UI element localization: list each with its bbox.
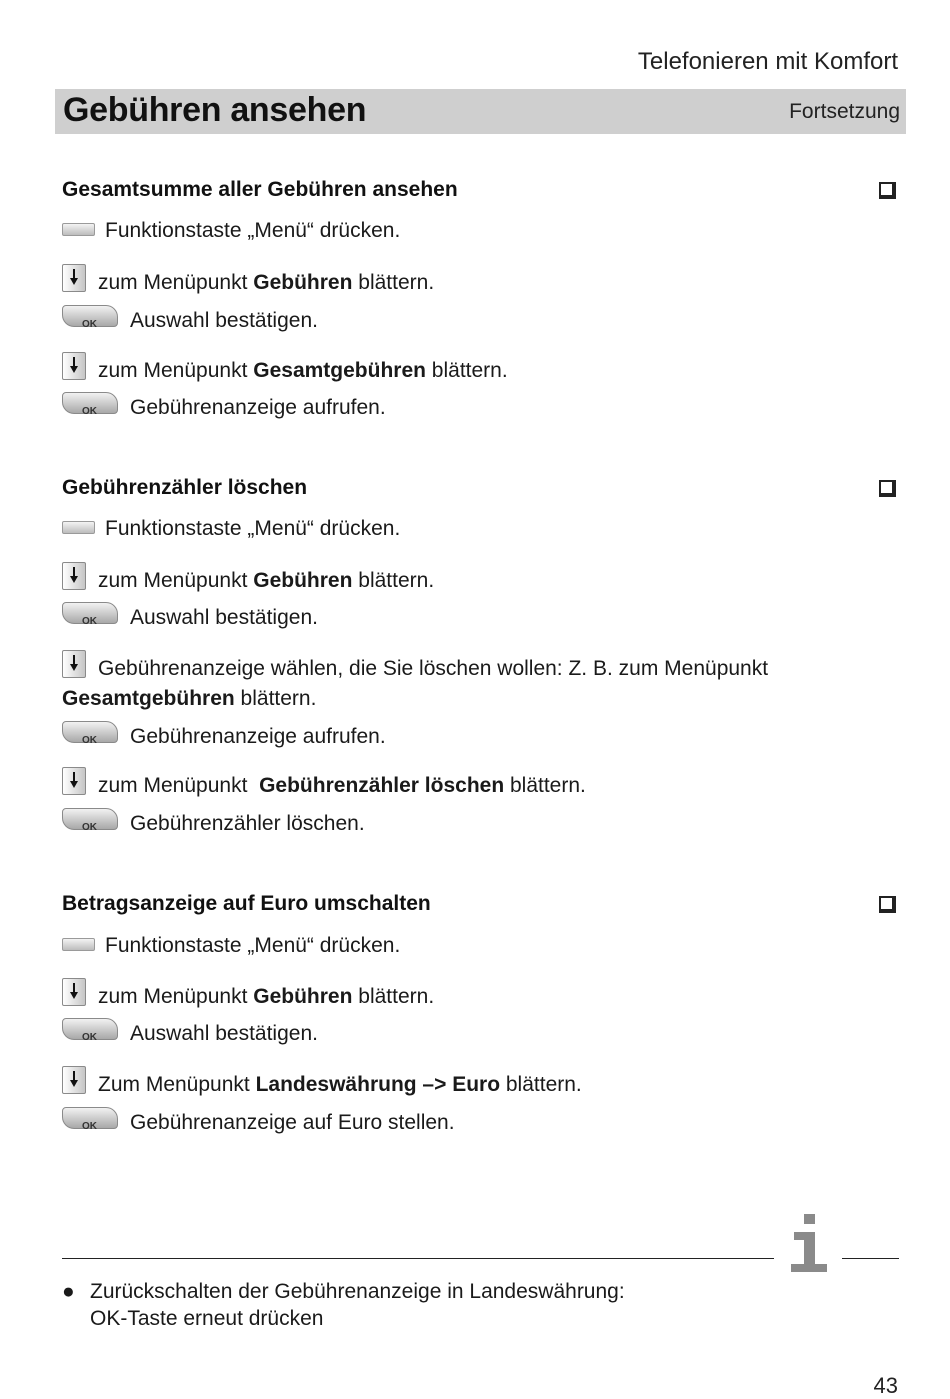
step-ok <box>62 392 386 423</box>
step-text: zum Menüpunkt <box>98 359 254 382</box>
step-menu <box>62 514 400 544</box>
menu-key-icon <box>62 938 95 951</box>
info-note-line: OK-Taste erneut drücken <box>90 1307 324 1330</box>
step-text: zum Menüpunkt <box>98 271 254 294</box>
arrow-down-key-icon <box>62 978 86 1006</box>
page-number: 43 <box>873 1373 898 1398</box>
step-text: Gebührenanzeige aufrufen. <box>130 725 386 748</box>
step-scroll <box>62 1066 582 1100</box>
step-text: Gebührenzähler löschen. <box>130 812 365 835</box>
step-text: zum Menüpunkt <box>98 774 260 797</box>
info-divider-right <box>842 1258 899 1259</box>
section-euro-display <box>62 892 902 1134</box>
menu-item-name: Gebühren <box>253 271 353 294</box>
step-scroll <box>62 978 434 1012</box>
ok-key-icon: OK <box>62 392 118 414</box>
checkbox-icon <box>879 480 896 497</box>
checkbox-icon <box>879 896 896 913</box>
step-scroll <box>62 767 586 801</box>
step-text: Zum Menüpunkt <box>98 1073 256 1096</box>
step-text: Auswahl bestätigen. <box>130 1022 318 1045</box>
page-title: Gebühren ansehen <box>63 91 367 129</box>
step-text: zum Menüpunkt <box>98 985 254 1008</box>
arrow-down-key-icon <box>62 650 86 678</box>
step-ok <box>62 721 386 752</box>
section-total-charges <box>62 178 902 419</box>
checkbox-icon <box>879 182 896 199</box>
section-reset-counter <box>62 476 902 835</box>
step-text: blättern. <box>425 359 508 382</box>
menu-key-icon <box>62 223 95 236</box>
ok-key-icon: OK <box>62 721 118 743</box>
step-text: zum Menüpunkt <box>98 569 254 592</box>
arrow-down-key-icon <box>62 767 86 795</box>
menu-item-name: Gebühren <box>253 569 353 592</box>
step-menu <box>62 216 400 246</box>
chapter-title: Telefonieren mit Komfort <box>637 48 898 75</box>
step-menu <box>62 931 400 961</box>
arrow-down-key-icon <box>62 352 86 380</box>
ok-key-icon: OK <box>62 1018 118 1040</box>
menu-item-name: Landeswährung –> Euro <box>255 1073 501 1096</box>
bullet-icon: ● <box>62 1280 75 1303</box>
menu-item-name: Gebühren <box>253 985 353 1008</box>
step-ok <box>62 1018 318 1049</box>
step-text: Auswahl bestätigen. <box>130 309 318 332</box>
arrow-down-key-icon <box>62 264 86 292</box>
step-text: Gebührenanzeige aufrufen. <box>130 396 386 419</box>
menu-item-name: Gesamtgebühren <box>253 359 426 382</box>
step-text: blättern. <box>234 687 317 710</box>
step-scroll <box>62 352 508 386</box>
step-text: Funktionstaste „Menü“ drücken. <box>105 934 401 957</box>
step-text: Funktionstaste „Menü“ drücken. <box>105 219 401 242</box>
step-scroll <box>62 650 842 714</box>
step-ok <box>62 602 318 633</box>
step-text: blättern. <box>352 569 435 592</box>
step-text: Funktionstaste „Menü“ drücken. <box>105 517 401 540</box>
title-bar <box>55 89 906 134</box>
continuation-label: Fortsetzung <box>789 100 900 123</box>
step-ok <box>62 305 318 336</box>
info-note-text <box>90 1278 625 1332</box>
arrow-down-key-icon <box>62 1066 86 1094</box>
step-text: Gebührenanzeige auf Euro stellen. <box>130 1111 455 1134</box>
step-text: Gebührenanzeige wählen, die Sie löschen wollen: Z. B. zum Menüpunkt <box>98 657 769 680</box>
ok-key-icon: OK <box>62 305 118 327</box>
section-heading: Gesamtsumme aller Gebühren ansehen <box>62 178 458 201</box>
step-text: blättern. <box>500 1073 582 1096</box>
section-heading: Gebührenzähler löschen <box>62 476 308 499</box>
ok-key-icon: OK <box>62 1107 118 1129</box>
step-text: blättern. <box>352 271 435 294</box>
step-text: blättern. <box>352 985 435 1008</box>
ok-key-icon: OK <box>62 602 118 624</box>
menu-item-name: Gebührenzähler löschen <box>259 774 505 797</box>
menu-key-icon <box>62 521 95 534</box>
step-scroll <box>62 562 434 596</box>
step-text: blättern. <box>504 774 586 797</box>
menu-item-name: Gesamtgebühren <box>62 687 235 710</box>
arrow-down-key-icon <box>62 562 86 590</box>
step-ok <box>62 808 365 839</box>
ok-key-icon: OK <box>62 808 118 830</box>
section-heading: Betragsanzeige auf Euro umschalten <box>62 892 431 915</box>
info-icon <box>786 1212 830 1274</box>
step-ok <box>62 1107 455 1138</box>
step-scroll <box>62 264 434 298</box>
step-text: Auswahl bestätigen. <box>130 606 318 629</box>
info-divider-left <box>62 1258 774 1259</box>
info-note-line: Zurückschalten der Gebührenanzeige in Landeswährung: <box>90 1280 625 1303</box>
